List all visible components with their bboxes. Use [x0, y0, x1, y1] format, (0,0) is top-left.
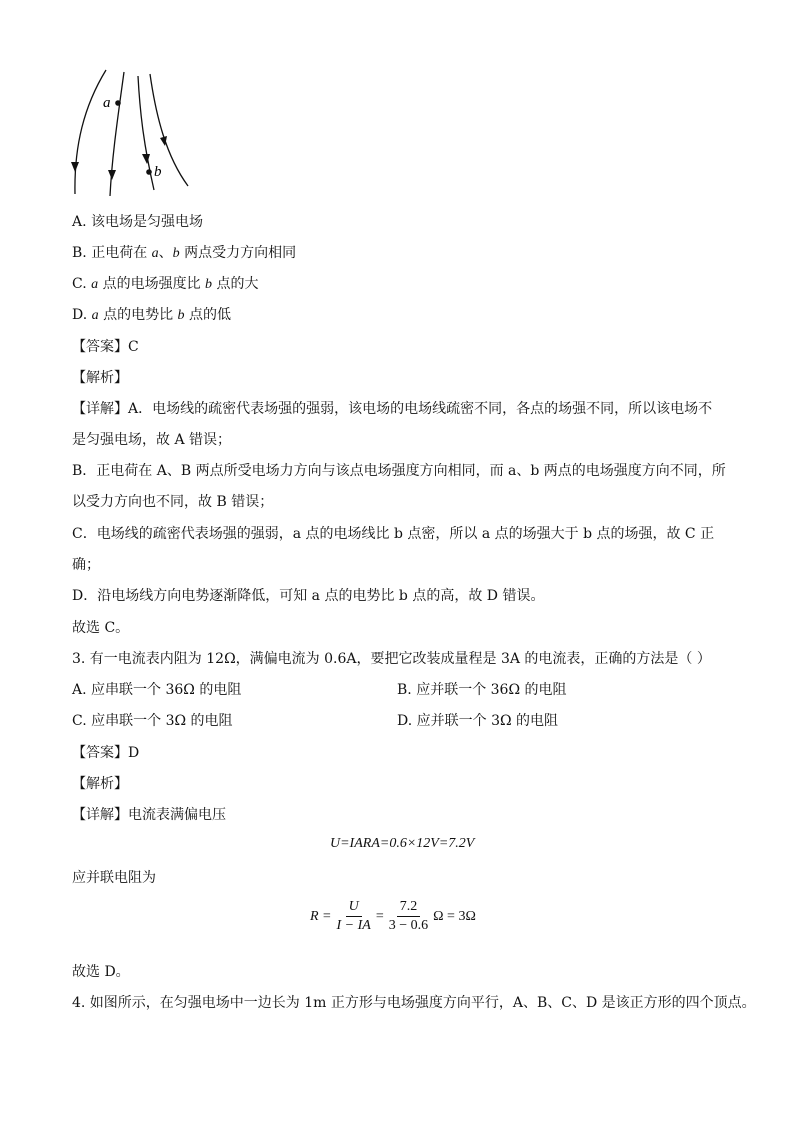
q2-analysis-heading: 【解析】	[72, 370, 128, 386]
arrow-2	[108, 170, 116, 180]
eq-frac2-numerator: 7.2	[397, 898, 421, 917]
q2-detail-line-1: 【详解】A．电场线的疏密代表场强的强弱，该电场的电场线疏密不同，各点的场强不同，所以该电场不	[72, 401, 713, 417]
q2-conclusion: 故选 C。	[72, 620, 130, 636]
field-line-1	[75, 70, 106, 194]
q2-detail-line-2: 是匀强电场，故 A 错误；	[72, 432, 232, 448]
q3-equation-resistance	[310, 898, 476, 935]
q3-conclusion: 故选 D。	[72, 964, 130, 980]
q3-equation-voltage: U=IARA=0.6×12V=7.2V	[330, 836, 475, 851]
q2-detail-line-6: 确；	[72, 557, 100, 573]
q2-option-b: B. 正电荷在 a、b 两点受力方向相同	[72, 245, 297, 261]
q3-option-a: A. 应串联一个 36Ω 的电阻	[72, 682, 242, 698]
eq-frac1-numerator: U	[346, 898, 362, 917]
point-b	[146, 169, 152, 175]
q3-detail-line-1: 【详解】电流表满偏电压	[72, 807, 226, 823]
q2-option-d: D. a 点的电势比 b 点的低	[72, 307, 231, 323]
eq-fraction-1	[334, 898, 374, 935]
label-b: b	[154, 164, 162, 180]
eq-equals: =	[375, 908, 384, 924]
q3-answer: 【答案】D	[72, 745, 140, 761]
arrow-1	[71, 162, 79, 172]
q3-analysis-heading: 【解析】	[72, 776, 128, 792]
eq-rhs: Ω = 3Ω	[433, 908, 476, 924]
q2-detail-line-5: C．电场线的疏密代表场强的强弱，a 点的电场线比 b 点密，所以 a 点的场强大于 b 点的场强，故 C 正	[72, 526, 715, 542]
q3-option-b: B. 应并联一个 36Ω 的电阻	[397, 682, 567, 698]
q3-stem: 3. 有一电流表内阻为 12Ω，满偏电流为 0.6A，要把它改装成量程是 3A 的电流表，正确的方法是（ ）	[72, 651, 711, 667]
eq-fraction-2	[386, 898, 431, 935]
q2-detail-line-7: D．沿电场线方向电势逐渐降低，可知 a 点的电势比 b 点的高，故 D 错误。	[72, 588, 545, 604]
q2-option-c: C. a 点的电场强度比 b 点的大	[72, 276, 259, 292]
q2-detail-line-4: 以受力方向也不同，故 B 错误；	[72, 494, 274, 510]
q2-answer: 【答案】C	[72, 339, 139, 355]
eq-lhs: R =	[310, 908, 332, 924]
label-a: a	[103, 95, 111, 111]
q3-option-d: D. 应并联一个 3Ω 的电阻	[397, 713, 559, 729]
q2-detail-line-3: B．正电荷在 A、B 两点所受电场力方向与该点电场强度方向相同，而 a、b 两点的电场强度方向不同，所	[72, 463, 726, 479]
q3-detail-line-2: 应并联电阻为	[72, 870, 156, 886]
eq-frac2-denominator: 3 − 0.6	[388, 918, 429, 933]
eq-frac1-denominator: I − IA	[336, 918, 371, 933]
q4-stem: 4. 如图所示，在匀强电场中一边长为 1m 正方形与电场强度方向平行，A、B、C、D 是该正方形的四个顶点。	[72, 995, 756, 1011]
electric-field-figure	[66, 66, 196, 198]
point-a	[115, 100, 121, 106]
q2-option-a: A. 该电场是匀强电场	[72, 214, 204, 230]
q3-option-c: C. 应串联一个 3Ω 的电阻	[72, 713, 233, 729]
